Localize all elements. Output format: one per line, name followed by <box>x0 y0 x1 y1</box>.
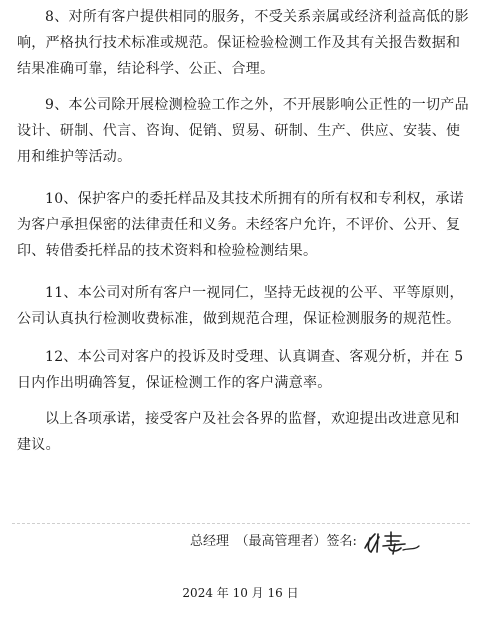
paragraph-item-11 <box>17 280 467 332</box>
text-line: 以上各项承诺，接受客户及社会各界的监督，欢迎提出改进意见和 <box>45 411 460 427</box>
text-line: 11、本公司对所有客户一视同仁，坚持无歧视的公平、平等原则， <box>45 285 464 301</box>
handwritten-signature <box>361 528 423 556</box>
text-line: 用和维护等活动。 <box>17 149 132 165</box>
paragraph-closing <box>17 406 467 458</box>
dashed-divider <box>12 523 470 524</box>
text-line: 10、保护客户的委托样品及其技术所拥有的所有权和专利权，承诺 <box>45 191 464 207</box>
text-line: 设计、研制、代言、咨询、促销、贸易、研制、生产、供应、安装、使 <box>17 123 461 139</box>
text-line: 响，严格执行技术标准或规范。保证检验检测工作及其有关报告数据和 <box>17 35 461 51</box>
text-line: 公司认真执行检测收费标准，做到规范合理，保证检测服务的规范性。 <box>17 311 461 327</box>
text-line: 结果准确可靠，结论科学、公正、合理。 <box>17 61 275 77</box>
text-line: 9、本公司除开展检测检验工作之外，不开展影响公正性的一切产品 <box>45 97 469 113</box>
text-line: 12、本公司对客户的投诉及时受理、认真调查、客观分析，并在 5 <box>45 349 464 365</box>
signature-label: 总经理 （最高管理者）签名: <box>190 534 357 549</box>
signature-line <box>190 528 423 554</box>
document-date: 2024 年 10 月 16 日 <box>182 586 299 600</box>
paragraph-item-8 <box>17 4 467 82</box>
paragraph-item-12 <box>17 344 467 396</box>
paragraph-item-9 <box>17 92 467 170</box>
text-line: 建议。 <box>17 437 60 453</box>
text-line: 为客户承担保密的法律责任和义务。未经客户允许，不评价、公开、复 <box>17 217 461 233</box>
paragraph-item-10 <box>17 186 467 264</box>
text-line: 8、对所有客户提供相同的服务，不受关系亲属或经济利益高低的影 <box>45 9 469 25</box>
text-line: 印、转借委托样品的技术资料和检验检测结果。 <box>17 243 318 259</box>
text-line: 日内作出明确答复，保证检测工作的客户满意率。 <box>17 375 332 391</box>
